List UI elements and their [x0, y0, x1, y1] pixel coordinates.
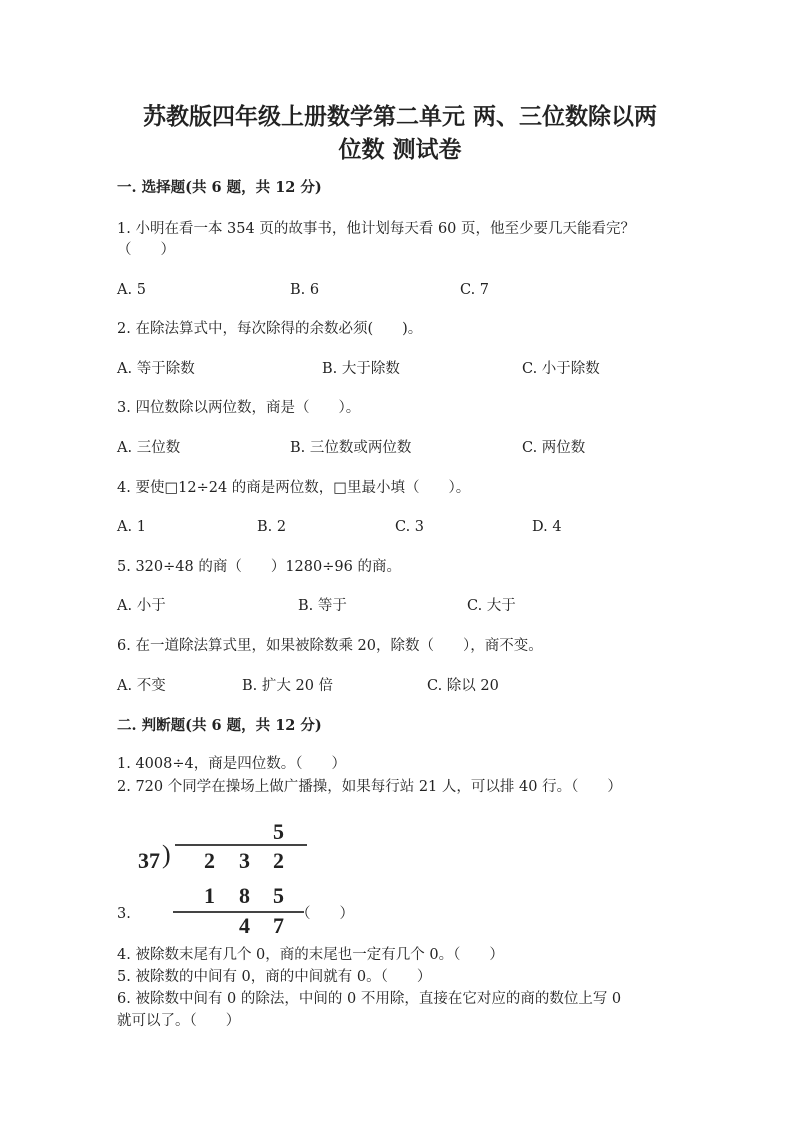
question-4: 4. 要使□12÷24 的商是两位数，□里最小填（ ）。: [117, 480, 471, 496]
remainder-digit: 4: [239, 913, 250, 938]
option[interactable]: B. 6: [290, 282, 320, 298]
dividend-digit: 2: [273, 848, 284, 873]
judge-item-5: 5. 被除数的中间有 0，商的中间就有 0。（ ）: [117, 969, 432, 985]
option[interactable]: B. 大于除数: [322, 361, 400, 377]
question-1: 1. 小明在看一本 354 页的故事书，他计划每天看 60 页，他至少要几天能看完？: [117, 221, 636, 237]
option[interactable]: A. 小于: [117, 598, 166, 614]
page-title-line2: 位数 测试卷: [338, 136, 462, 163]
option[interactable]: A. 1: [117, 519, 146, 535]
remainder-digit: 7: [273, 913, 284, 938]
product-digit: 1: [204, 883, 215, 908]
judge-item-4: 4. 被除数末尾有几个 0，商的末尾也一定有几个 0。（ ）: [117, 947, 504, 963]
judge-item-1: 1. 4008÷4，商是四位数。（ ）: [117, 756, 346, 772]
question-6: 6. 在一道除法算式里，如果被除数乘 20，除数（ ），商不变。: [117, 638, 543, 654]
judge-item-2: 2. 720 个同学在操场上做广播操，如果每行站 21 人，可以排 40 行。（ ）: [117, 779, 622, 795]
question-3: 3. 四位数除以两位数，商是（ ）。: [117, 400, 361, 416]
option[interactable]: C. 3: [395, 519, 425, 535]
dividend-digit: 3: [239, 848, 250, 873]
option[interactable]: B. 扩大 20 倍: [242, 678, 334, 694]
option[interactable]: A. 5: [117, 282, 146, 298]
quotient-digit: 5: [273, 819, 284, 844]
judge-item-3: 3.: [117, 906, 131, 922]
option[interactable]: C. 大于: [467, 598, 516, 614]
long-division-figure: 5 37 ) 2 3 2 1 8 5 4 7: [130, 815, 300, 940]
option[interactable]: C. 小于除数: [522, 361, 600, 377]
option[interactable]: A. 不变: [117, 678, 166, 694]
judge-item-6-cont: 就可以了。（ ）: [117, 1013, 241, 1029]
option[interactable]: C. 两位数: [522, 440, 586, 456]
option[interactable]: B. 三位数或两位数: [290, 440, 412, 456]
divisor: 37: [138, 848, 160, 873]
option[interactable]: B. 等于: [298, 598, 347, 614]
question-5: 5. 320÷48 的商（ ）1280÷96 的商。: [117, 559, 401, 575]
option[interactable]: C. 7: [460, 282, 490, 298]
section-heading-choice: 一. 选择题(共 6 题，共 12 分): [117, 179, 322, 196]
product-digit: 5: [273, 883, 284, 908]
question-1-blank: （ ）: [117, 242, 175, 258]
option[interactable]: A. 等于除数: [117, 361, 195, 377]
product-digit: 8: [239, 883, 250, 908]
page-title: 苏教版四年级上册数学第二单元 两、三位数除以两: [142, 103, 657, 130]
dividend-digit: 2: [204, 848, 215, 873]
judge-item-3-blank: （ ）: [296, 906, 354, 922]
option[interactable]: C. 除以 20: [427, 678, 499, 694]
option[interactable]: D. 4: [532, 519, 562, 535]
question-2: 2. 在除法算式中，每次除得的余数必须( )。: [117, 321, 423, 337]
option[interactable]: B. 2: [257, 519, 287, 535]
section-heading-judge: 二. 判断题(共 6 题，共 12 分): [117, 717, 322, 734]
judge-item-6: 6. 被除数中间有 0 的除法，中间的 0 不用除，直接在它对应的商的数位上写 0: [117, 991, 622, 1007]
option[interactable]: A. 三位数: [117, 440, 181, 456]
